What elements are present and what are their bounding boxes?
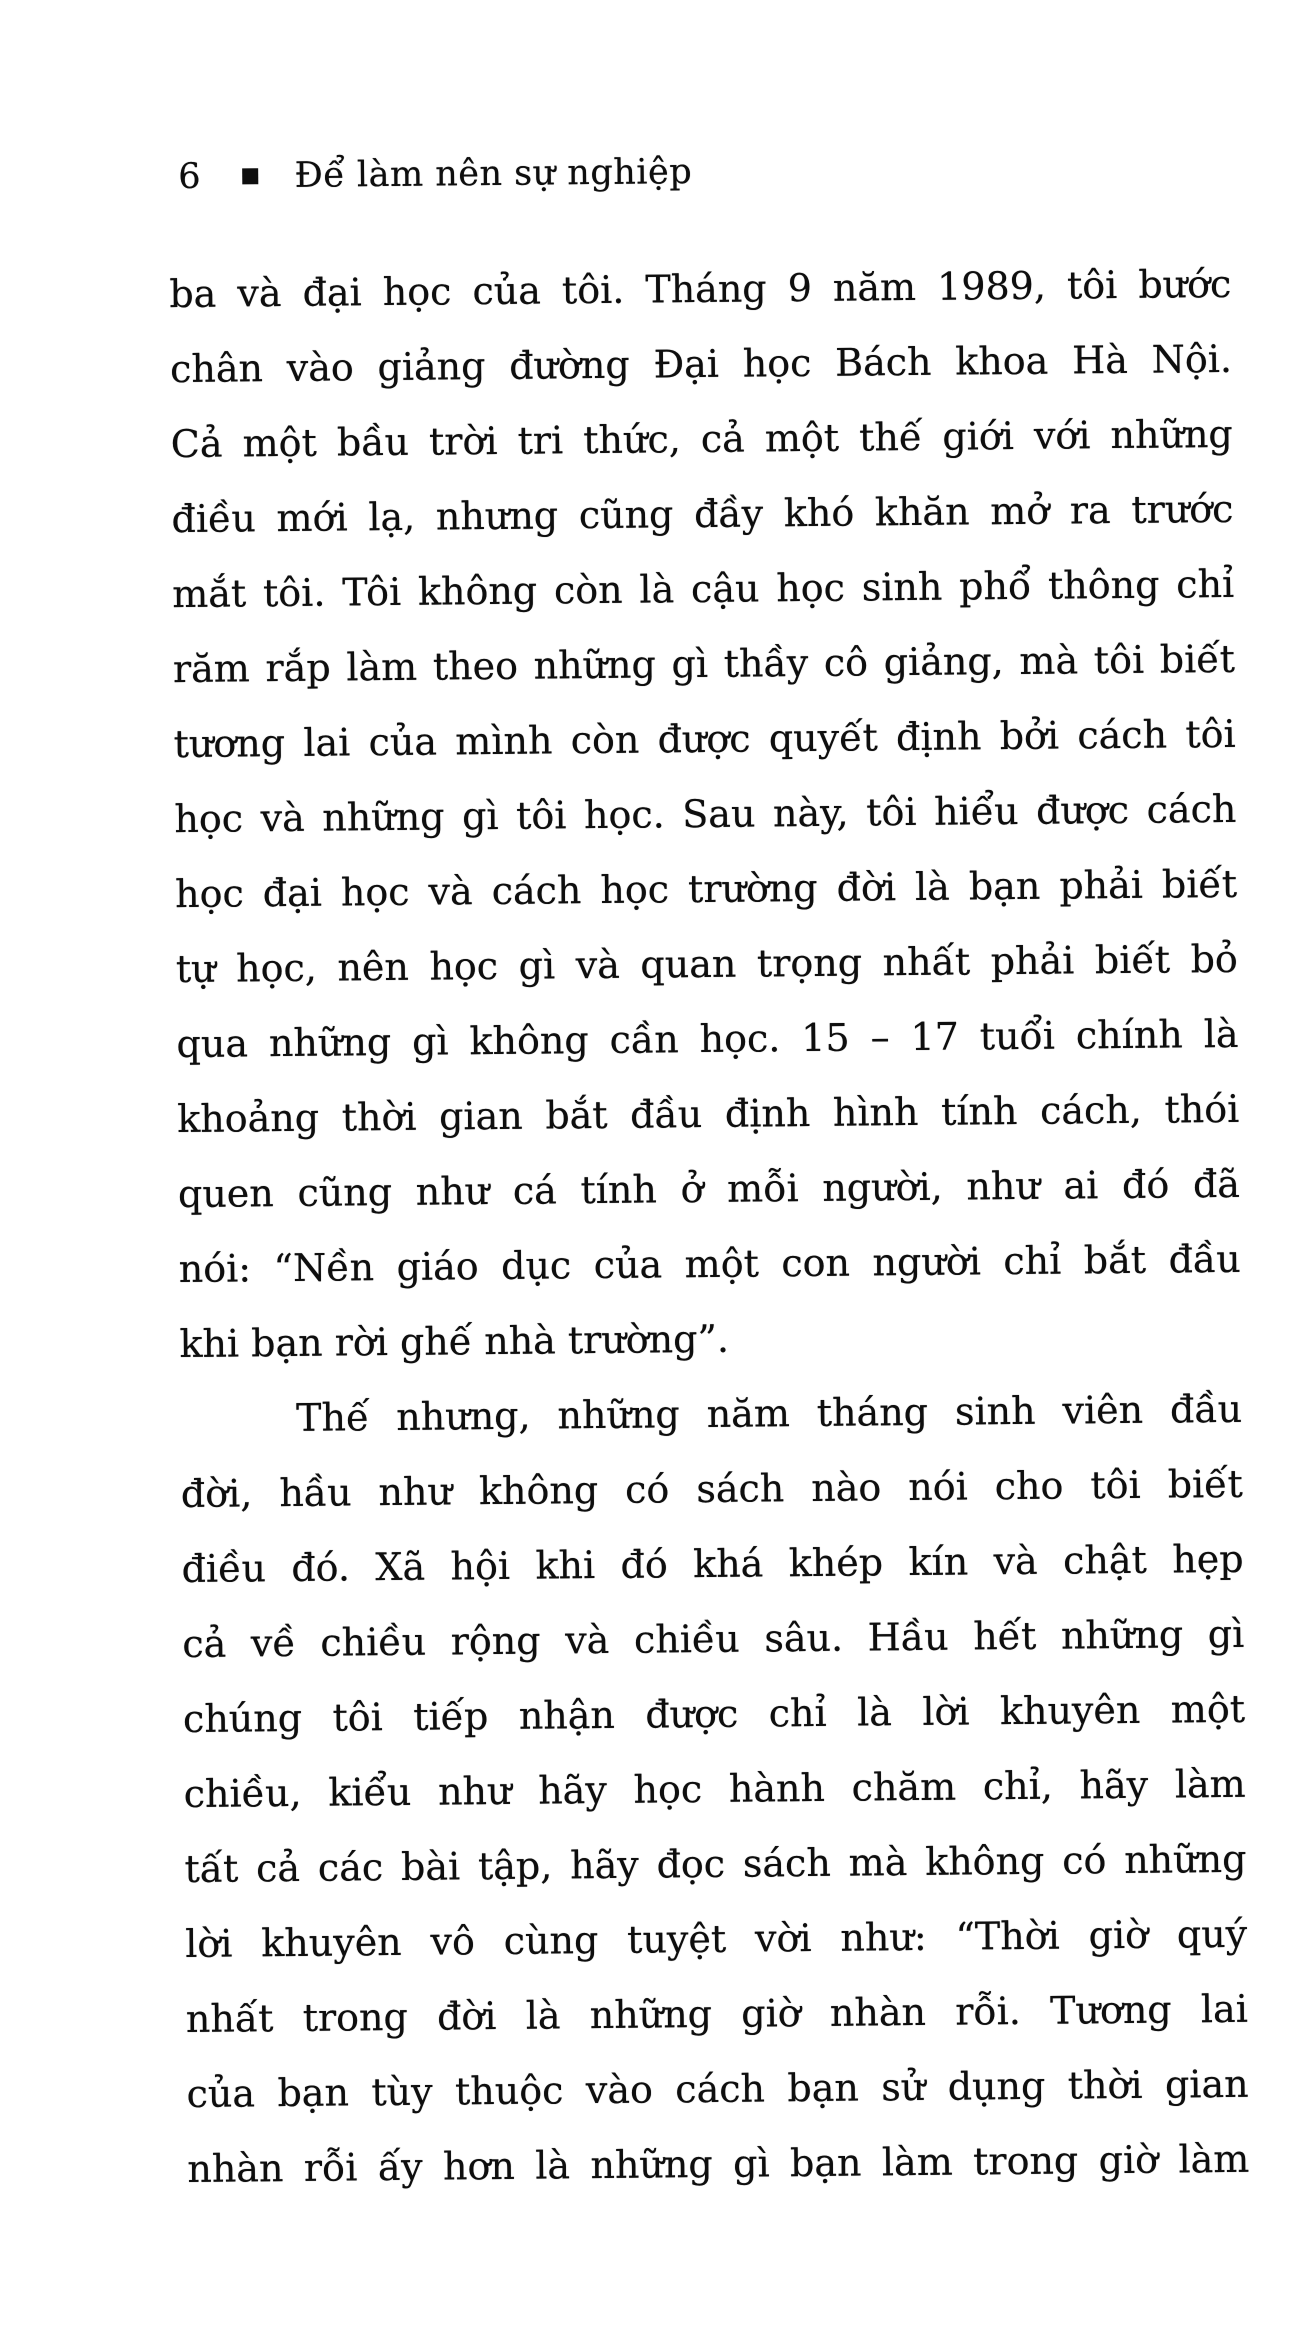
page-header bbox=[178, 145, 1230, 199]
text-line: răm rắp làm theo những gì thầy cô giảng, mà tôi biết bbox=[172, 636, 1236, 692]
running-title: Để làm nên sự nghiệp bbox=[294, 152, 693, 196]
text-line: của bạn tùy thuộc vào cách bạn sử dụng thời gian bbox=[186, 2061, 1249, 2117]
text-line: tự học, nên học gì và quan trọng nhất phải biết bỏ bbox=[175, 936, 1239, 992]
paragraph bbox=[180, 1372, 1250, 2207]
text-line: chúng tôi tiếp nhận được chỉ là lời khuyên một bbox=[182, 1686, 1246, 1742]
text-line: nói: “Nền giáo dục của một con người chỉ bắt đầu bbox=[178, 1236, 1241, 1292]
text-line: nhất trong đời là những giờ nhàn rỗi. Tương lai bbox=[185, 1986, 1249, 2042]
text-line: cả về chiều rộng và chiều sâu. Hầu hết những gì bbox=[182, 1611, 1245, 1667]
text-line: nhàn rỗi ấy hơn là những gì bạn làm trong giờ làm bbox=[187, 2136, 1250, 2192]
text-line: đời, hầu như không có sách nào nói cho tôi biết bbox=[180, 1461, 1244, 1517]
text-line: chiều, kiểu như hãy học hành chăm chỉ, hãy làm bbox=[183, 1761, 1246, 1817]
text-line: học đại học và cách học trường đời là bạn phải biết bbox=[174, 861, 1238, 917]
text-line: tương lai của mình còn được quyết định bởi cách tôi bbox=[173, 711, 1236, 767]
paragraph bbox=[169, 247, 1242, 1382]
text-line: học và những gì tôi học. Sau này, tôi hiểu được cách bbox=[174, 786, 1237, 842]
text-line: mắt tôi. Tôi không còn là cậu học sinh phổ thông chỉ bbox=[172, 561, 1235, 617]
text-line: điều đó. Xã hội khi đó khá khép kín và chật hẹp bbox=[181, 1536, 1244, 1592]
text-line: quen cũng như cá tính ở mỗi người, như ai đó đã bbox=[177, 1161, 1241, 1217]
page-number: 6 bbox=[178, 156, 201, 197]
text-line: ba và đại học của tôi. Tháng 9 năm 1989, tôi bước bbox=[169, 261, 1232, 317]
square-bullet-icon bbox=[242, 168, 258, 184]
text-line: lời khuyên vô cùng tuyệt vời như: “Thời giờ quý bbox=[184, 1911, 1248, 1967]
text-line: Cả một bầu trời tri thức, cả một thế giới với những bbox=[170, 411, 1233, 467]
text-line: chân vào giảng đường Đại học Bách khoa Hà Nội. bbox=[169, 336, 1233, 392]
text-line: điều mới lạ, nhưng cũng đầy khó khăn mở ra trước bbox=[171, 486, 1234, 542]
text-line: qua những gì không cần học. 15 – 17 tuổi chính là bbox=[176, 1011, 1239, 1067]
text-line: Thế nhưng, những năm tháng sinh viên đầu bbox=[295, 1386, 1243, 1440]
page-content bbox=[168, 145, 1250, 2207]
body-text bbox=[169, 247, 1250, 2207]
text-line: tất cả các bài tập, hãy đọc sách mà không có những bbox=[184, 1836, 1247, 1892]
text-line: khoảng thời gian bắt đầu định hình tính cách, thói bbox=[177, 1086, 1240, 1142]
text-line: khi bạn rời ghế nhà trường”. bbox=[179, 1316, 730, 1367]
